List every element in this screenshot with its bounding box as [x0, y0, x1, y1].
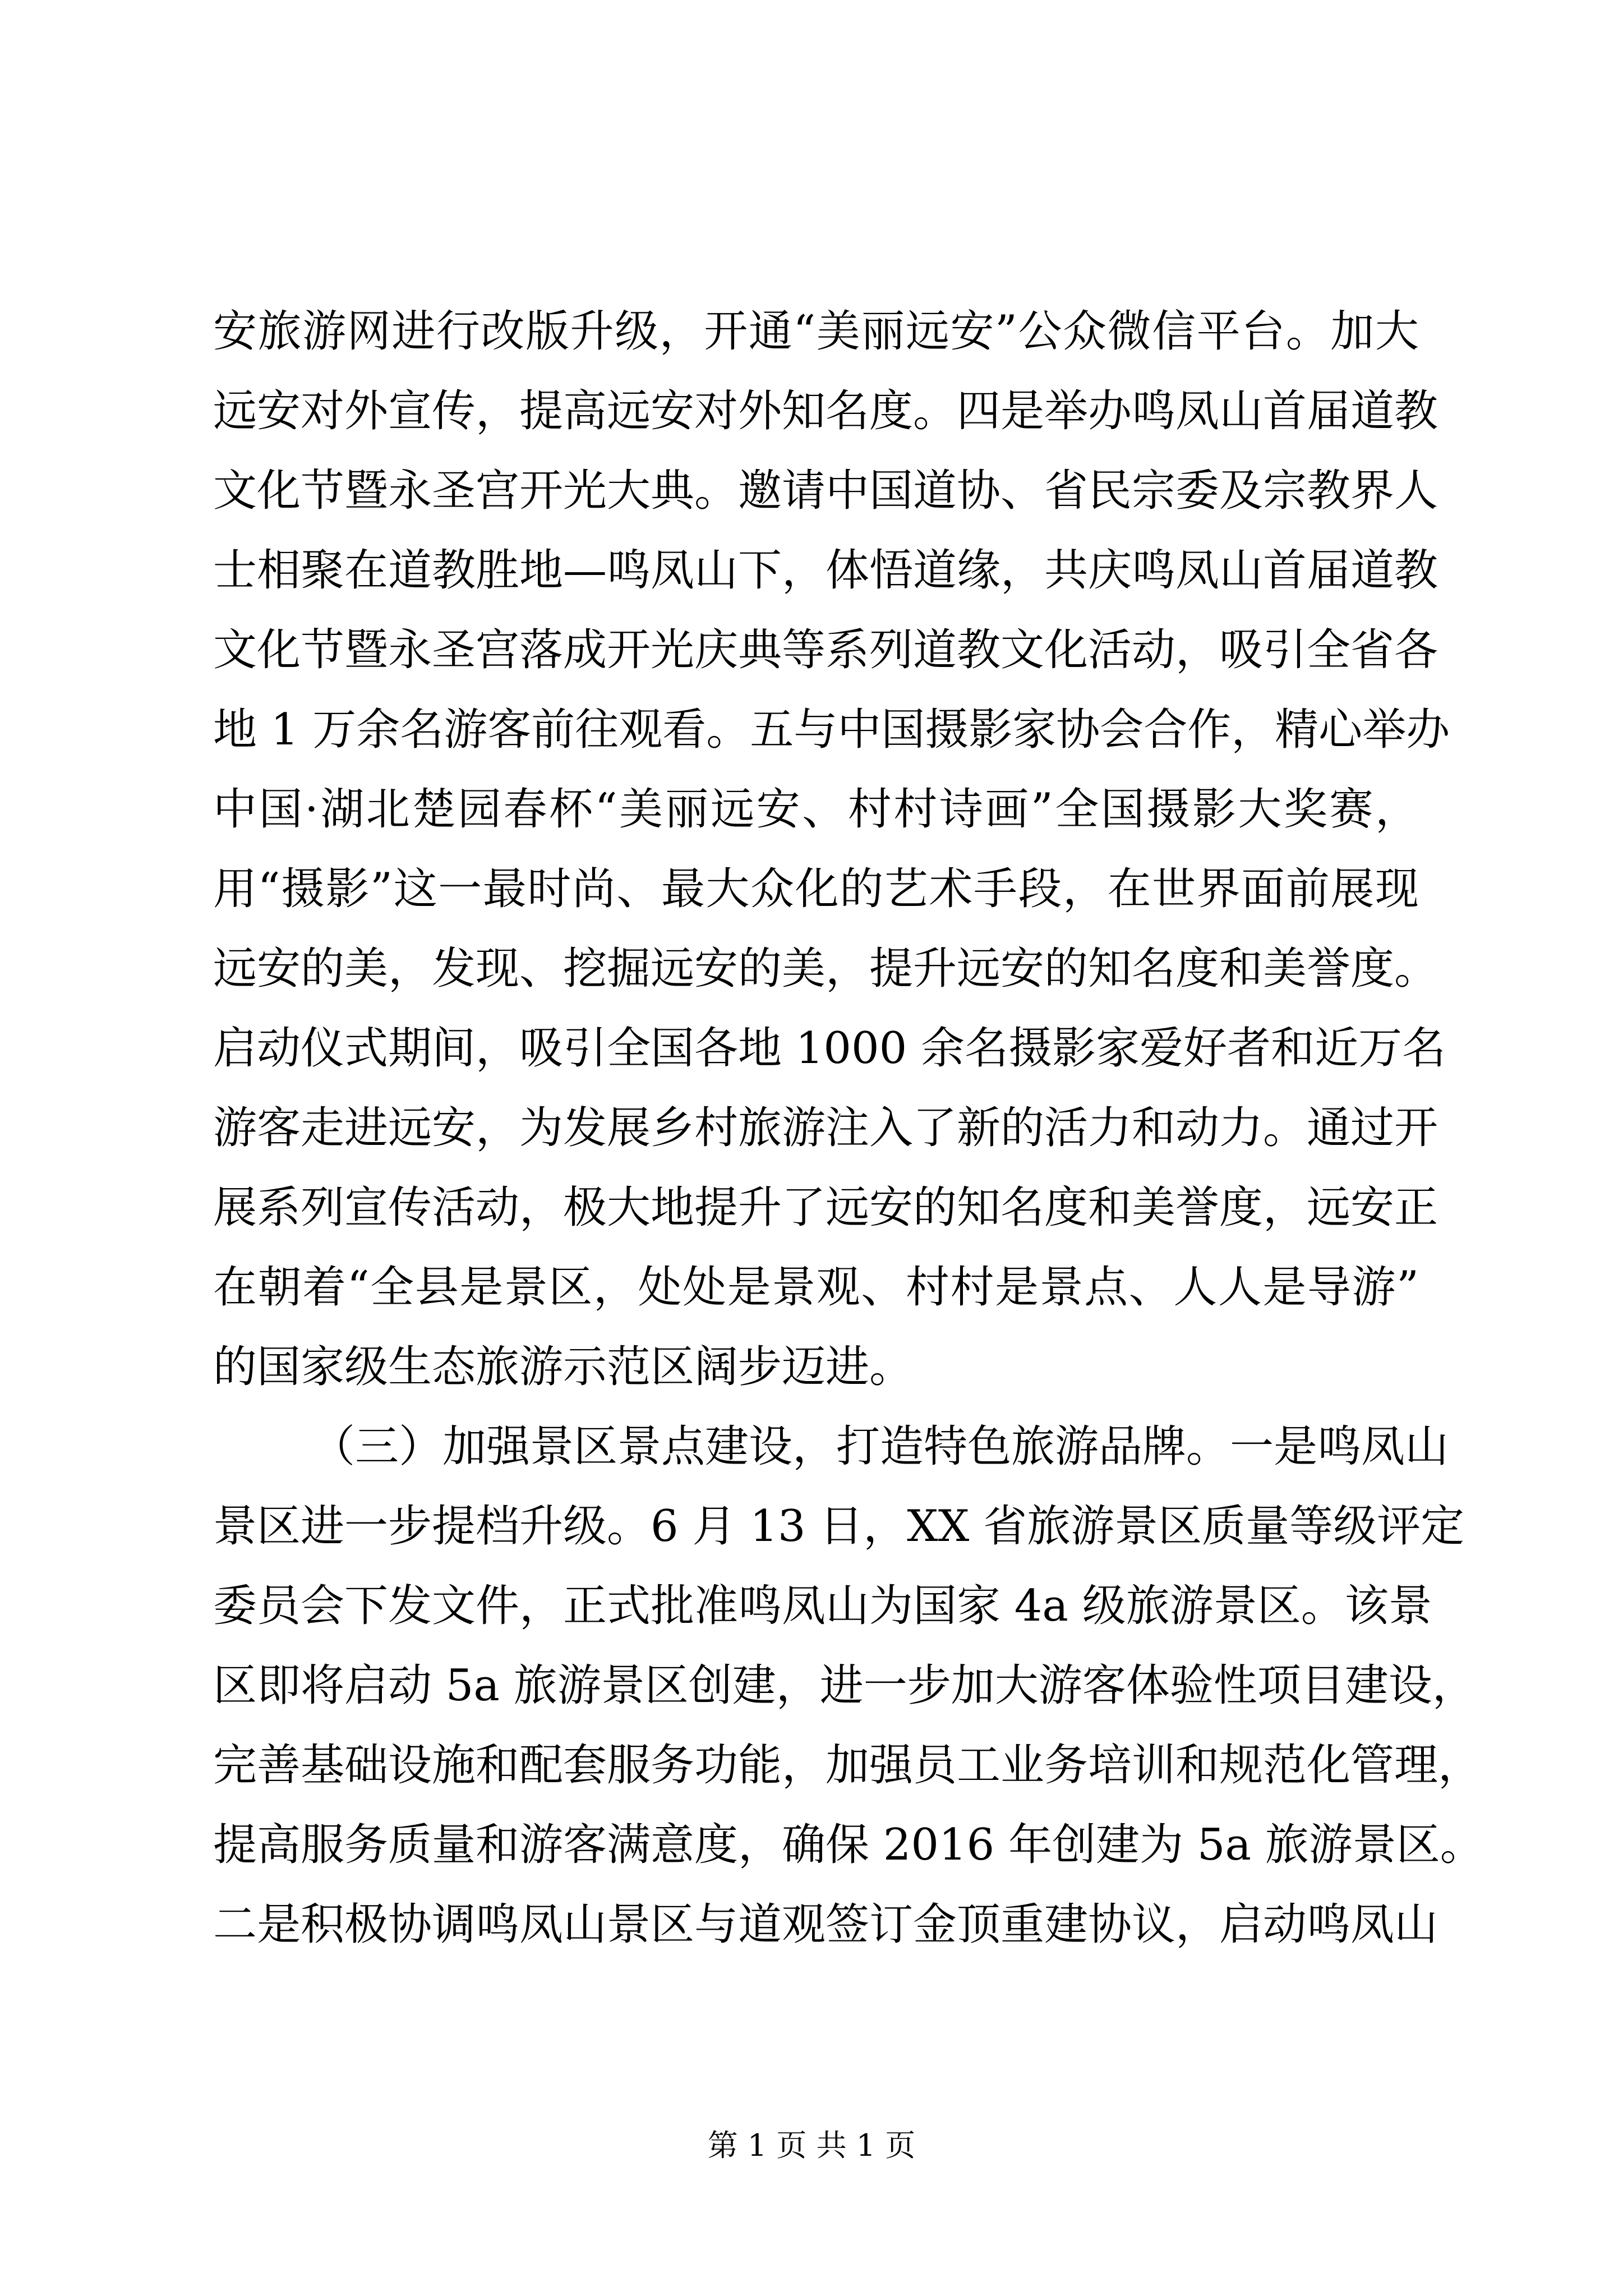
paragraph-line: 在朝着“全县是景区，处处是景观、村村是景点、人人是导游” [213, 1262, 1419, 1313]
section-heading-line: （三）加强景区景点建设，打造特色旅游品牌。一是鸣凤山 [311, 1421, 1449, 1472]
paragraph-line: 展系列宣传活动，极大地提升了远安的知名度和美誉度，远安正 [213, 1182, 1438, 1233]
paragraph-line: 士相聚在道教胜地—鸣凤山下，体悟道缘，共庆鸣凤山首届道教 [213, 545, 1438, 596]
paragraph-line: 启动仪式期间，吸引全国各地 1000 余名摄影家爱好者和近万名 [213, 1023, 1446, 1074]
paragraph-line: 完善基础设施和配套服务功能，加强员工业务培训和规范化管理， [213, 1740, 1482, 1791]
paragraph-line: 文化节暨永圣宫落成开光庆典等系列道教文化活动，吸引全省各 [213, 625, 1438, 675]
paragraph-line: 用“摄影”这一最时尚、最大众化的艺术手段，在世界面前展现 [213, 864, 1419, 914]
paragraph-line: 提高服务质量和游客满意度，确保 2016 年创建为 5a 旅游景区。 [213, 1820, 1484, 1870]
paragraph-line: 地 1 万余名游客前往观看。五与中国摄影家协会合作，精心举办 [213, 705, 1450, 755]
paragraph-line-last: 的国家级生态旅游示范区阔步迈进。 [213, 1342, 914, 1392]
paragraph-line: 远安的美，发现、挖掘远安的美，提升远安的知名度和美誉度。 [213, 944, 1438, 994]
paragraph-line: 景区进一步提档升级。6 月 13 日，XX 省旅游景区质量等级评定 [213, 1501, 1465, 1552]
paragraph-line: 远安对外宣传，提高远安对外知名度。四是举办鸣凤山首届道教 [213, 386, 1438, 436]
paragraph-line: 游客走进远安，为发展乡村旅游注入了新的活力和动力。通过开 [213, 1103, 1438, 1153]
paragraph-line: 安旅游网进行改版升级，开通“美丽远安”公众微信平台。加大 [213, 306, 1419, 357]
paragraph-line: 委员会下发文件，正式批准鸣凤山为国家 4a 级旅游景区。该景 [213, 1581, 1432, 1631]
page-number-footer: 第 1 页 共 1 页 [707, 2128, 916, 2163]
paragraph-line: 文化节暨永圣宫开光大典。邀请中国道协、省民宗委及宗教界人 [213, 466, 1438, 516]
document-body [213, 292, 1484, 1964]
paragraph-line: 二是积极协调鸣凤山景区与道观签订金顶重建协议，启动鸣凤山 [213, 1899, 1438, 1950]
paragraph-line: 区即将启动 5a 旅游景区创建，进一步加大游客体验性项目建设， [213, 1660, 1476, 1711]
paragraph-line: 中国·湖北楚园春杯“美丽远安、村村诗画”全国摄影大奖赛， [213, 784, 1419, 835]
